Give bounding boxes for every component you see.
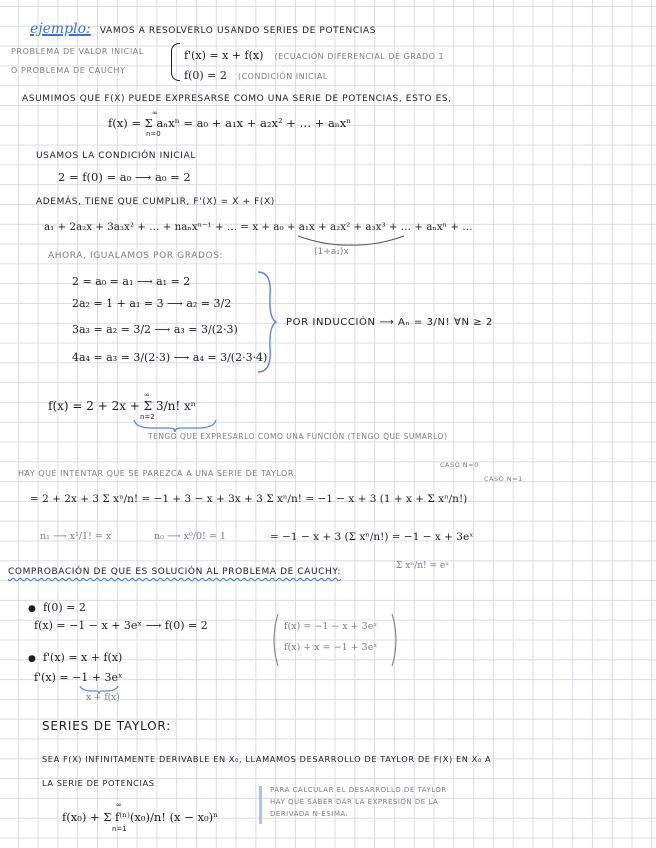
problem-label-1: PROBLEMA DE VALOR INICIAL <box>11 47 144 56</box>
check-box-1: f(x) = −1 − x + 3eˣ <box>284 621 378 632</box>
result-sum-top: ∞ <box>144 391 150 399</box>
taylor-def-2: LA SERIE DE POTENCIAS <box>42 778 155 788</box>
ejemplo-label: ejemplo: <box>30 21 91 37</box>
taylor-note-2: HAY QUE SABER DAR LA EXPRESIÓN DE LA <box>270 798 439 806</box>
problem-label-2: O PROBLEMA DE CAUCHY <box>11 66 126 75</box>
induction-text: POR INDUCCIÓN ⟶ Aₙ = 3/N! ∀N ≥ 2 <box>286 317 494 328</box>
grados-text: AHORA, IGUALAMOS POR GRADOS: <box>48 251 224 261</box>
taylor-title: SERIES DE TAYLOR: <box>42 719 172 733</box>
heading-title: VAMOS A RESOLVERLO USANDO SERIES DE POTENCIAS <box>99 26 377 36</box>
n1-eq: n₁ ⟶ x¹/1! = x <box>40 531 112 542</box>
ademas-eq: a₁ + 2a₂x + 3a₃x² + … + naₙxⁿ⁻¹ + … = x + a₀ + a₁x + a₂x² + a₃x³ + … + aₙxⁿ + … <box>44 221 473 233</box>
n0-eq: n₀ ⟶ x⁰/0! = 1 <box>154 531 226 542</box>
taylor-hint-text: HAY QUE INTENTAR QUE SE PAREZCA A UNA SERIE DE TAYLOR. <box>18 469 297 478</box>
ademas-under: (1+a₁)x <box>314 247 349 257</box>
result-eq: f(x) = 2 + 2x + Σ 3/n! xⁿ <box>48 399 196 413</box>
taylor-sum-top: ∞ <box>116 801 122 809</box>
ademas-underbrace <box>296 234 406 248</box>
check-box-2: f(x) + x = −1 + 3eˣ <box>284 642 378 653</box>
grados-row-4: 4a₄ = a₃ = 3/(2·3) ⟶ a₄ = 3/(2·3·4) <box>72 351 268 364</box>
check-b1-text: f(0) = 2 <box>42 601 86 614</box>
grados-row-1: 2 = a₀ = a₁ ⟶ a₁ = 2 <box>72 275 191 288</box>
induction <box>286 312 493 328</box>
result-note: TENGO QUE EXPRESARLO COMO UNA FUNCIÓN (TENGO QUE SUMARLO) <box>148 432 448 441</box>
bullet-1: ● <box>28 604 36 614</box>
check-b3 <box>28 648 122 664</box>
check-title: COMPROBACIÓN DE QUE ES SOLUCIÓN AL PROBLEMA DE CAUCHY: <box>8 567 341 577</box>
heading <box>30 20 376 36</box>
taylor-note-1: PARA CALCULAR EL DESARROLLO DE TAYLOR <box>270 786 447 794</box>
note-bar <box>259 786 262 824</box>
problem-eq1 <box>184 46 444 62</box>
assume-sum-top: ∞ <box>152 109 158 117</box>
result-underbrace <box>132 418 218 432</box>
initial-text: USAMOS LA CONDICIÓN INICIAL <box>36 151 196 161</box>
check-l4: f'(x) = −1 + 3eˣ <box>34 671 123 684</box>
brace-problem <box>171 43 180 81</box>
eq1: f'(x) = x + f(x) <box>184 49 264 62</box>
eq2-note: (CONDICIÓN INICIAL <box>237 72 328 81</box>
assume-sum-bottom: n=0 <box>146 130 161 138</box>
check-l4-under: x + f(x) <box>86 693 120 703</box>
grados-row-2: 2a₂ = 1 + a₁ = 3 ⟶ a₂ = 3/2 <box>72 297 232 310</box>
exp-eq: Σ xⁿ/n! = eˣ <box>396 561 450 571</box>
check-l2: f(x) = −1 − x + 3eˣ ⟶ f(0) = 2 <box>34 619 208 632</box>
grados-row-3: 3a₃ = a₂ = 3/2 ⟶ a₃ = 3/(2·3) <box>72 323 238 336</box>
taylor-formula: f(x₀) + Σ f⁽ⁿ⁾(x₀)/n! (x − x₀)ⁿ <box>62 810 219 824</box>
assume-text: ASUMIMOS QUE F(X) PUEDE EXPRESARSE COMO UNA SERIE DE POTENCIAS, ESTO ES, <box>22 94 452 104</box>
check-b1 <box>28 598 86 614</box>
ademas-text: ADEMÁS, TIENE QUE CUMPLIR, F'(X) = X + F(X) <box>36 197 275 207</box>
eq2: f(0) = 2 <box>184 69 227 82</box>
caso-1: CASO N=1 <box>484 475 523 483</box>
final-eq: = −1 − x + 3 (Σ xⁿ/n!) = −1 − x + 3eˣ <box>270 531 474 543</box>
result-sum-bottom: n=2 <box>140 413 155 421</box>
problem-eq2 <box>184 66 328 82</box>
eq1-note: (ECUACIÓN DIFERENCIAL DE GRADO 1 <box>274 52 445 61</box>
initial-eq: 2 = f(0) = a₀ ⟶ a₀ = 2 <box>58 170 191 184</box>
grados-brace <box>256 270 278 374</box>
taylor-def-1: SEA F(X) INFINITAMENTE DERIVABLE EN X₀, LLAMAMOS DESARROLLO DE TAYLOR DE F(X) EN X₀ A <box>42 754 492 764</box>
caso-0: CASO N=0 <box>440 461 479 469</box>
taylor-hint-eq: = 2 + 2x + 3 Σ xⁿ/n! = −1 + 3 − x + 3x + 3 Σ xⁿ/n! = −1 − x + 3 (1 + x + Σ xⁿ/n!) <box>30 493 468 505</box>
assume-series: f(x) = Σ aₙxⁿ = a₀ + a₁x + a₂x² + … + aₙxⁿ <box>108 116 352 130</box>
bullet-2: ● <box>28 654 36 664</box>
taylor-sum-bottom: n=1 <box>112 825 127 833</box>
taylor-note-3: DERIVADA N-ÉSIMA. <box>270 810 349 818</box>
check-b3-text: f'(x) = x + f(x) <box>42 651 123 664</box>
